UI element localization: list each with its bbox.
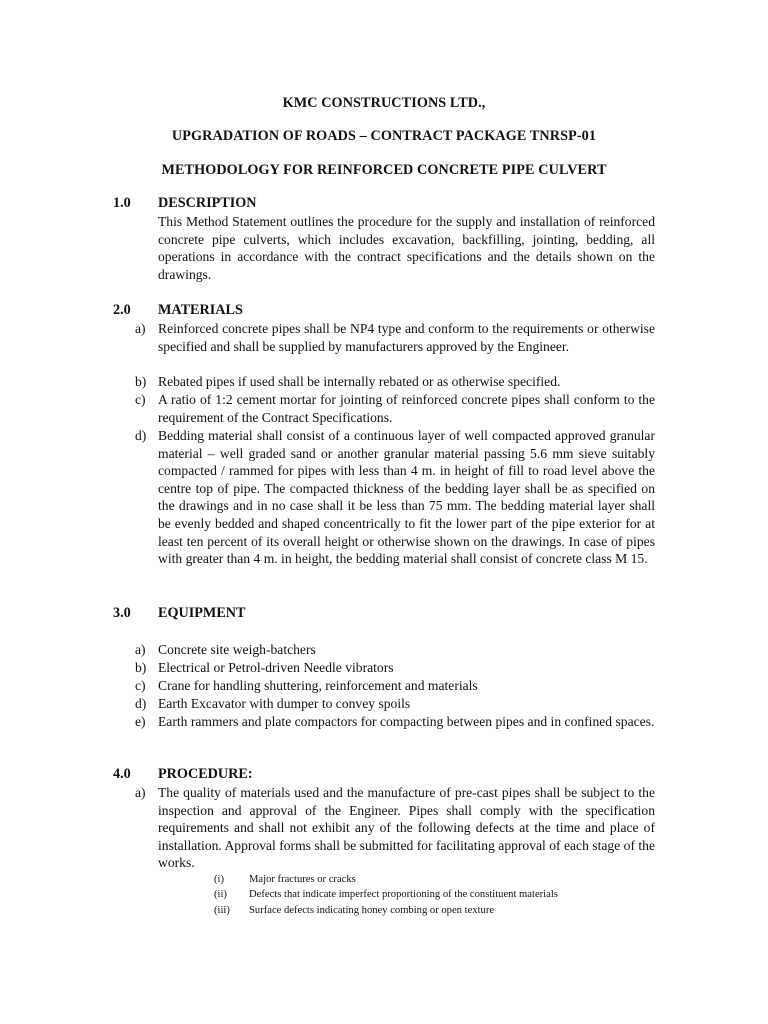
section-number: 1.0 xyxy=(113,195,131,211)
section-title-materials: MATERIALS xyxy=(158,302,243,318)
section-title-equipment: EQUIPMENT xyxy=(158,605,246,621)
list-item-text: Earth rammers and plate compactors for compacting between pipes and in confined spaces. xyxy=(158,714,655,729)
list-item-label: c) xyxy=(135,678,146,693)
list-item-text: Reinforced concrete pipes shall be NP4 type and conform to the requirements or otherwise specified and shall be supplied by manufacturers approved by the Engineer. xyxy=(158,321,655,354)
sub-list-item-text: Defects that indicate imperfect proportioning of the constituent materials xyxy=(249,889,558,900)
list-item-label: a) xyxy=(135,642,146,657)
sub-list-item-label: (iii) xyxy=(214,905,230,916)
list-item-text: Crane for handling shuttering, reinforcement and materials xyxy=(158,678,478,693)
list-item-label: a) xyxy=(135,321,146,336)
section-title-description: DESCRIPTION xyxy=(158,195,257,211)
list-item-label: b) xyxy=(135,374,147,389)
list-item-text: Rebated pipes if used shall be internally rebated or as otherwise specified. xyxy=(158,374,561,389)
list-item-text: Bedding material shall consist of a continuous layer of well compacted approved granular material – well graded sand or another granular material passing 5.6 mm sieve suitably compacted / rammed for pipes with less than 4 m. in height of fill to road level above the centre top of pipe. The compacted thickness of the bedding layer shall be as specified on the drawings and in no case shall it be less than 75 mm. The bedding material layer shall be evenly bedded and shaped concentrically to fit the lower part of the pipe exterior for at least ten percent of its overall height or otherwise shown on the drawings. In case of pipes with greater than 4 m. in height, the bedding material shall consist of concrete class M 15. xyxy=(158,428,655,567)
list-item-text: Concrete site weigh-batchers xyxy=(158,642,316,657)
list-item-label: d) xyxy=(135,428,147,443)
project-title: UPGRADATION OF ROADS – CONTRACT PACKAGE TNRSP-01 xyxy=(171,128,597,144)
sub-list-item-text: Major fractures or cracks xyxy=(249,874,356,885)
section-number: 3.0 xyxy=(113,605,131,621)
list-item-text: Electrical or Petrol-driven Needle vibrators xyxy=(158,660,394,675)
list-item-label: a) xyxy=(135,785,146,800)
list-item-text: The quality of materials used and the manufacture of pre-cast pipes shall be subject to the inspection and approval of the Engineer. Pipes shall comply with the specification requirements and shall not exhibit any of the following defects at the time and place of installation. Approval forms shall be submitted for facilitating approval of each stage of the works. xyxy=(158,785,655,871)
list-item-label: e) xyxy=(135,714,146,729)
description-paragraph: This Method Statement outlines the procedure for the supply and installation of reinforced concrete pipe culverts, which includes excavation, backfilling, jointing, bedding, all operations in accordance with the contract specifications and the details shown on the drawings. xyxy=(158,214,655,282)
list-item-label: d) xyxy=(135,696,147,711)
section-number: 2.0 xyxy=(113,302,131,318)
company-name: KMC CONSTRUCTIONS LTD., xyxy=(282,95,486,111)
sub-list-item-label: (ii) xyxy=(214,889,227,900)
sub-list-item-label: (i) xyxy=(214,874,224,885)
list-item-text: A ratio of 1:2 cement mortar for jointing of reinforced concrete pipes shall conform to the requirement of the Contract Specifications. xyxy=(158,392,655,425)
list-item-label: c) xyxy=(135,392,146,407)
sub-list-item-text: Surface defects indicating honey combing or open texture xyxy=(249,905,495,916)
list-item-label: b) xyxy=(135,660,147,675)
section-number: 4.0 xyxy=(113,766,131,782)
section-title-procedure: PROCEDURE: xyxy=(158,766,253,782)
list-item-text: Earth Excavator with dumper to convey spoils xyxy=(158,696,411,711)
document-title: METHODOLOGY FOR REINFORCED CONCRETE PIPE CULVERT xyxy=(161,162,607,178)
